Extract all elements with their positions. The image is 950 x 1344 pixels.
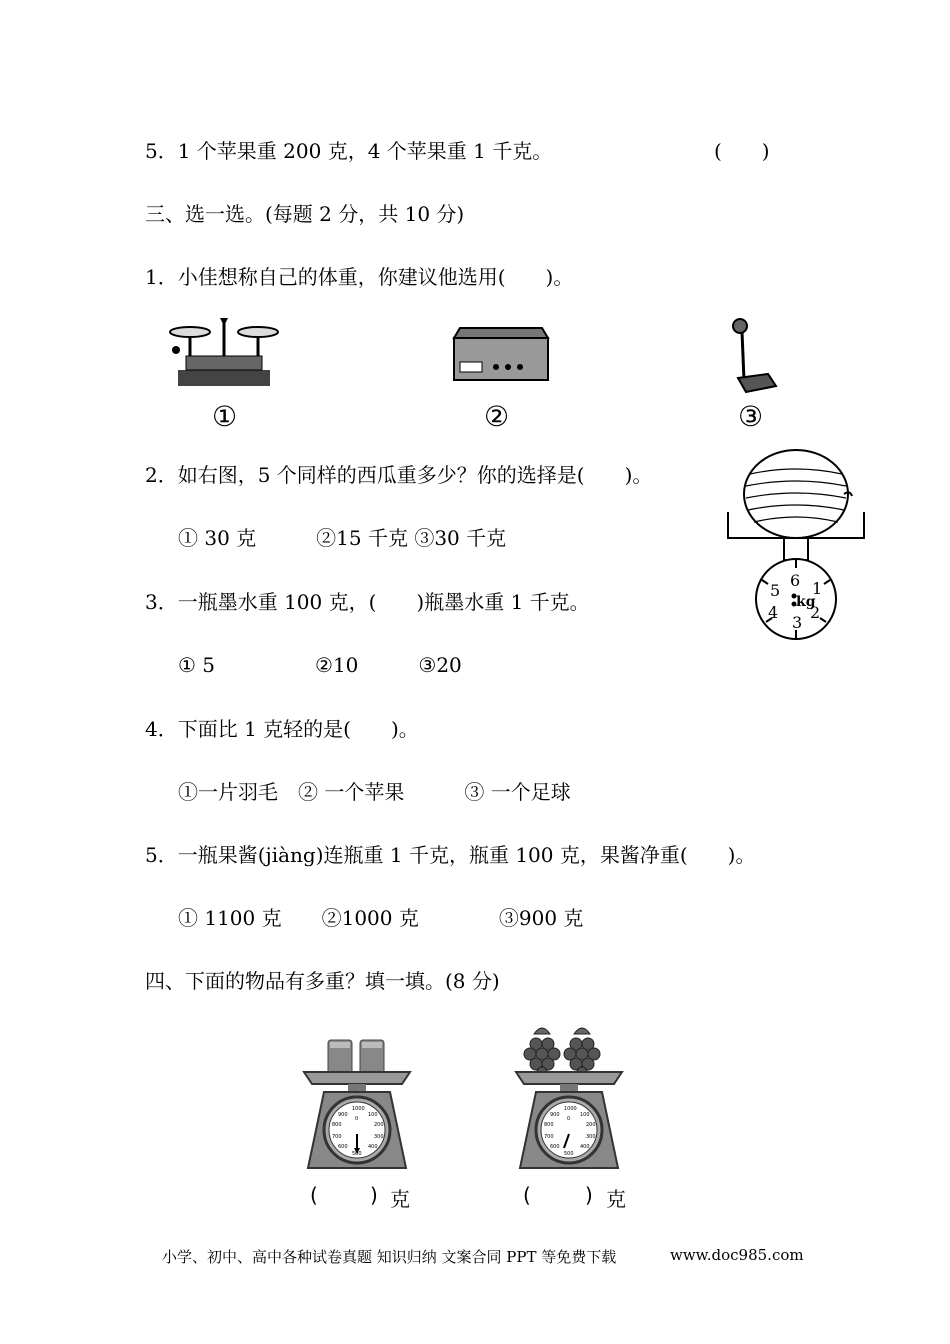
- scale-tick: 200: [586, 1122, 596, 1128]
- scale-tick: 900: [338, 1112, 348, 1118]
- body-scale-image: [728, 318, 780, 396]
- dial-number: 3: [792, 613, 803, 632]
- question-5: 5．一瓶果酱(jiàng)连瓶重 1 千克，瓶重 100 克，果酱净重( )。: [145, 843, 756, 867]
- dial-unit: kg: [796, 594, 816, 610]
- scale-tick: 300: [586, 1134, 596, 1140]
- dial-number: 6: [790, 571, 801, 590]
- kitchen-scale-cans: [302, 1034, 414, 1172]
- answer-close-paren: ): [370, 1183, 378, 1207]
- question-3: 3．一瓶墨水重 100 克，( )瓶墨水重 1 千克。: [145, 590, 590, 614]
- kitchen-scale-grapes: [514, 1020, 626, 1172]
- question-2-options: ① 30 克 ②15 千克 ③30 千克: [178, 526, 507, 550]
- question-4: 4．下面比 1 克轻的是( )。: [145, 717, 419, 741]
- scale-tick: 500: [564, 1151, 574, 1157]
- scale-tick: 400: [368, 1144, 378, 1150]
- footer-url[interactable]: www.doc985.com: [670, 1246, 804, 1264]
- answer-paren[interactable]: ( ): [714, 139, 770, 163]
- footer-text: 小学、初中、高中各种试卷真题 知识归纳 文案合同 PPT 等免费下载: [162, 1248, 617, 1266]
- answer-open-paren: (: [310, 1183, 318, 1207]
- scale-tick: 100: [580, 1112, 590, 1118]
- scale-tick: 200: [374, 1122, 384, 1128]
- question-4-options: ①一片羽毛 ② 一个苹果 ③ 一个足球: [178, 780, 571, 804]
- section-3-heading: 三、选一选。(每题 2 分，共 10 分): [145, 202, 465, 226]
- scale-tick: 500: [352, 1151, 362, 1157]
- scale-tick: 700: [332, 1134, 342, 1140]
- scale-tick: 100: [368, 1112, 378, 1118]
- balance-scale-image: [168, 312, 280, 392]
- option-label-3: ③: [738, 400, 764, 433]
- answer-close-paren: ): [585, 1183, 593, 1207]
- scale-tick: 900: [550, 1112, 560, 1118]
- scale-tick: 700: [544, 1134, 554, 1140]
- question-1: 1．小佳想称自己的体重，你建议他选用( )。: [145, 265, 574, 289]
- dial-number: 4: [768, 603, 779, 622]
- watermelon-scale-figure: [726, 446, 866, 646]
- answer-open-paren: (: [523, 1183, 531, 1207]
- scale-tick: 400: [580, 1144, 590, 1150]
- scale-tick: 800: [332, 1122, 342, 1128]
- dial-number: 2: [810, 603, 821, 622]
- scale-tick: 600: [550, 1144, 560, 1150]
- true-false-item-5: 5．1 个苹果重 200 克，4 个苹果重 1 千克。: [145, 139, 553, 163]
- question-5-options: ① 1100 克 ②1000 克 ③900 克: [178, 906, 584, 930]
- question-3-options: ① 5 ②10 ③20: [178, 653, 462, 677]
- answer-unit: 克: [390, 1187, 410, 1211]
- scale-tick: 1000: [564, 1106, 577, 1112]
- scale-tick: 1000: [352, 1106, 365, 1112]
- electronic-scale-image: [450, 322, 550, 384]
- scale-tick: 600: [338, 1144, 348, 1150]
- option-label-2: ②: [484, 400, 510, 433]
- dial-number: 5: [770, 581, 781, 600]
- scale-tick: 300: [374, 1134, 384, 1140]
- question-2: 2．如右图，5 个同样的西瓜重多少？你的选择是( )。: [145, 463, 653, 487]
- answer-unit: 克: [606, 1187, 626, 1211]
- option-label-1: ①: [212, 400, 238, 433]
- scale-tick: 0: [567, 1116, 571, 1122]
- scale-tick: 800: [544, 1122, 554, 1128]
- dial-number: 1: [812, 579, 823, 598]
- scale-tick: 0: [355, 1116, 359, 1122]
- section-4-heading: 四、下面的物品有多重？填一填。(8 分): [145, 969, 500, 993]
